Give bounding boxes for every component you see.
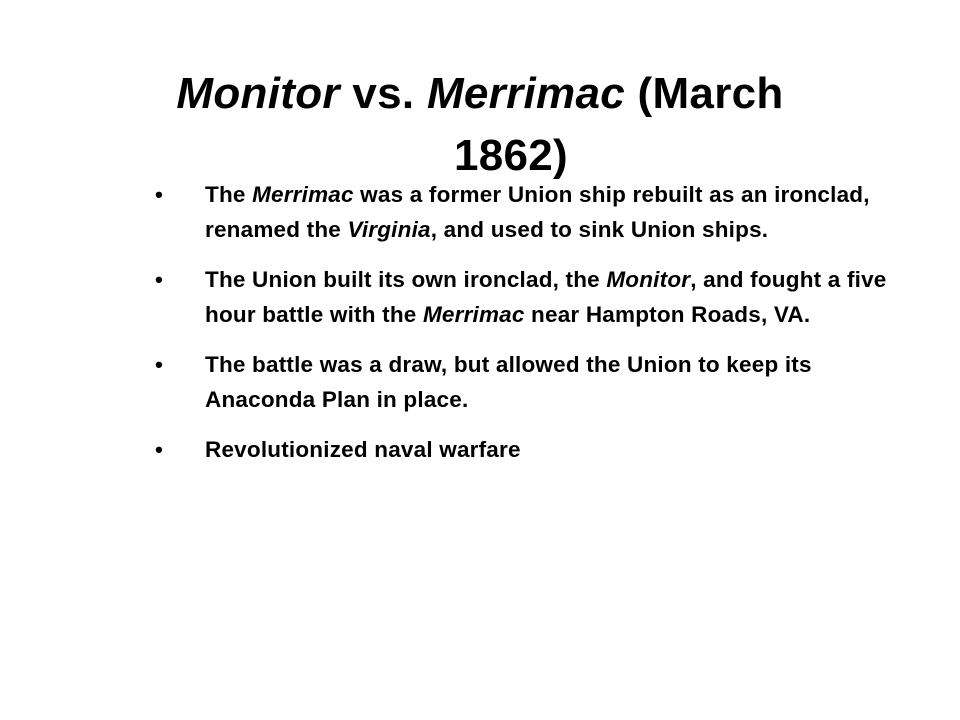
bullet-ship-name: Virginia bbox=[347, 217, 431, 242]
title-ship-merrimac: Merrimac bbox=[426, 69, 625, 119]
title-versus: vs. bbox=[339, 69, 427, 119]
bullet-item bbox=[155, 347, 915, 417]
bullet-item bbox=[155, 262, 915, 332]
bullet-ship-name: Merrimac bbox=[422, 302, 525, 327]
bullet-text bbox=[205, 182, 870, 242]
bullet-text-part: was a former Union ship rebuilt as an ironclad, renamed the bbox=[205, 182, 870, 242]
bullet-ship-name: Monitor bbox=[606, 267, 691, 292]
title-date-open: (March bbox=[625, 69, 784, 119]
bullet-text-part: , and fought a five hour battle with the bbox=[205, 267, 887, 327]
bullet-dot-icon: • bbox=[155, 182, 164, 207]
bullet-text: The battle was a draw, but allowed the Union to keep its Anaconda Plan in place. bbox=[205, 352, 812, 412]
bullet-text: Revolutionized naval warfare bbox=[205, 437, 521, 462]
bullet-item bbox=[155, 432, 915, 467]
bullet-dot-icon: • bbox=[155, 267, 164, 292]
title-ship-monitor: Monitor bbox=[176, 69, 340, 119]
bullet-text-part: The Union built its own ironclad, the bbox=[205, 267, 607, 292]
bullet-item bbox=[155, 177, 915, 247]
title-line-1 bbox=[60, 63, 900, 125]
bullet-text-part: near Hampton Roads, VA. bbox=[524, 302, 811, 327]
bullet-ship-name: Merrimac bbox=[252, 182, 354, 207]
bullet-list bbox=[155, 177, 915, 482]
bullet-text-part: , and used to sink Union ships. bbox=[430, 217, 769, 242]
title-line-2: 1862) bbox=[453, 131, 569, 181]
bullet-dot-icon: • bbox=[155, 352, 164, 377]
bullet-text-part: The bbox=[205, 182, 253, 207]
bullet-dot-icon: • bbox=[155, 437, 164, 462]
bullet-text bbox=[205, 267, 887, 327]
slide-title bbox=[60, 63, 900, 187]
